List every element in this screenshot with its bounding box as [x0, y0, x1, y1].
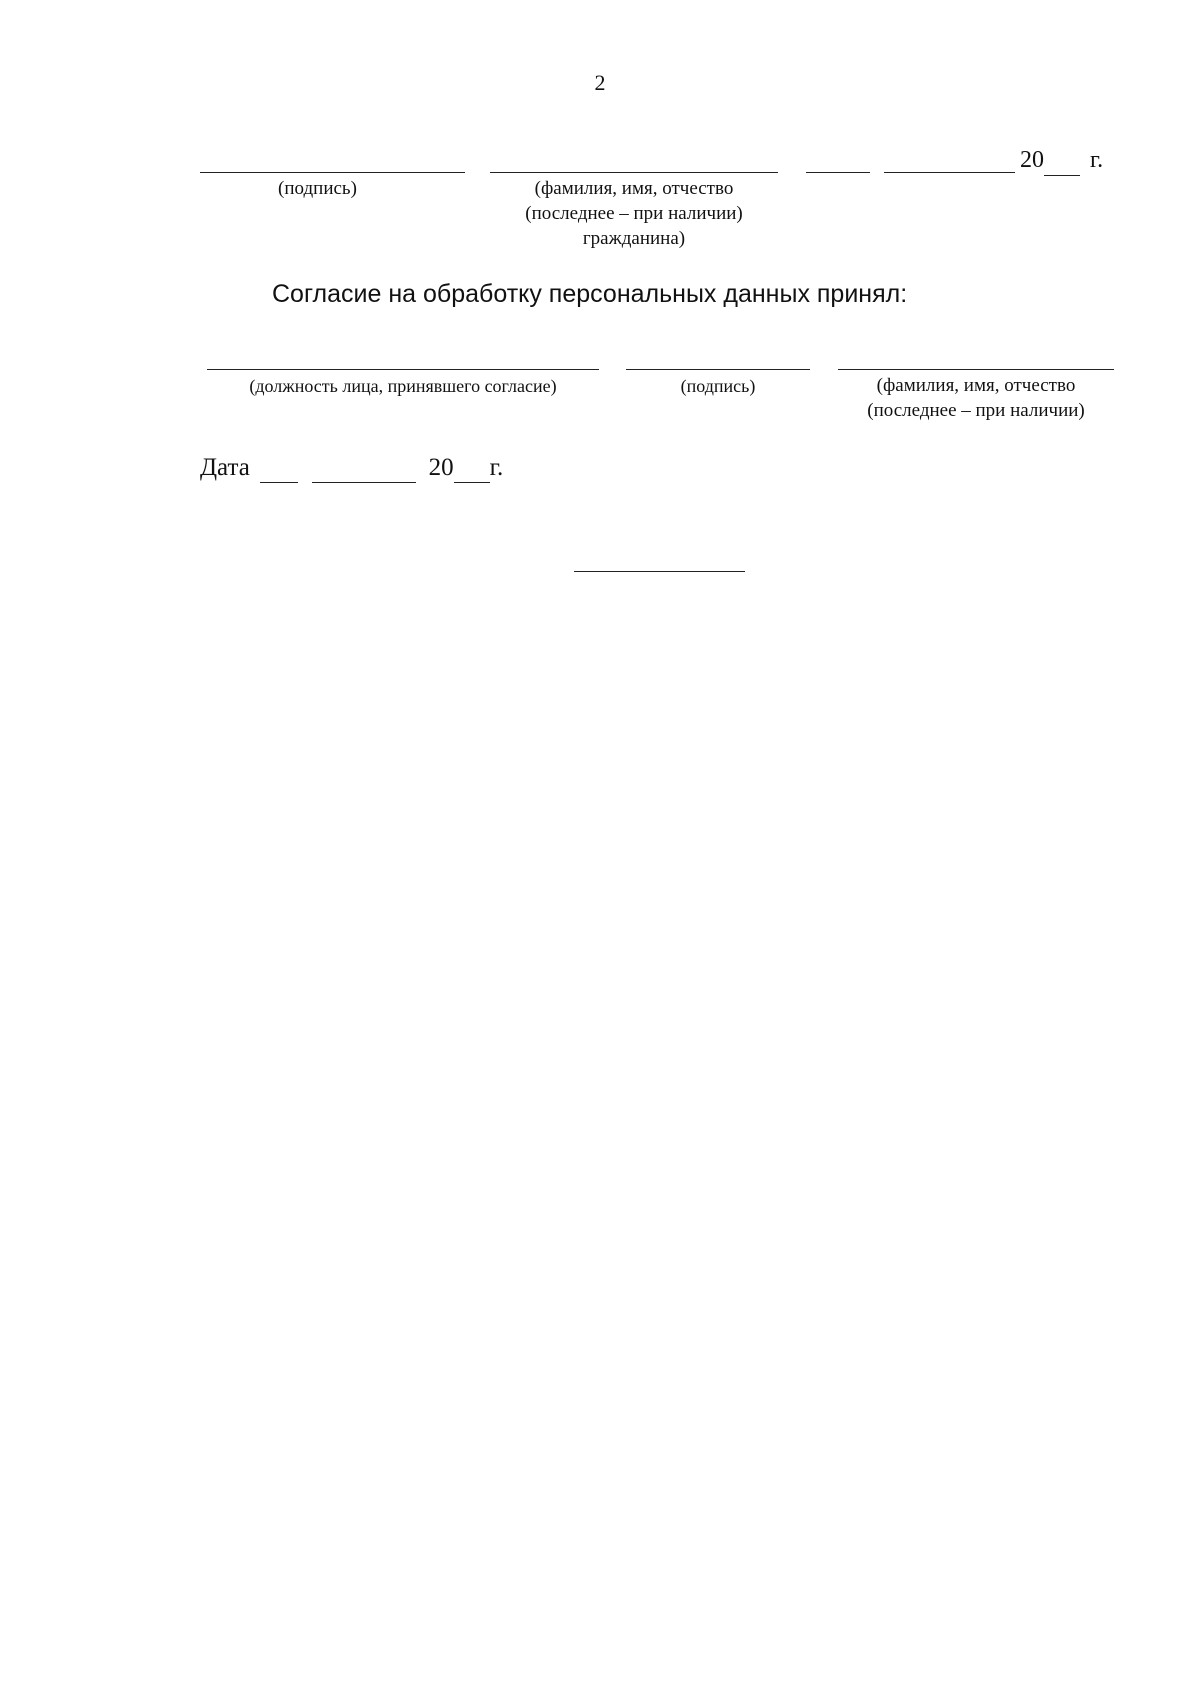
acceptor-signature-line[interactable]	[626, 369, 810, 370]
date-year-blank[interactable]	[454, 454, 490, 483]
acceptor-position-line[interactable]	[207, 369, 599, 370]
consent-heading: Согласие на обработку персональных данных принял:	[272, 280, 908, 308]
citizen-date-day-line[interactable]	[806, 172, 870, 173]
acceptor-name-caption-line-1: (фамилия, имя, отчество	[876, 375, 1076, 396]
citizen-year-blank[interactable]	[1044, 145, 1080, 176]
date-year-prefix: 20	[428, 454, 454, 481]
citizen-name-caption-line-2: (последнее – при наличии)	[525, 203, 743, 224]
citizen-name-caption	[470, 176, 798, 251]
acceptor-name-caption-line-2: (последнее – при наличии)	[867, 400, 1085, 421]
date-month-blank[interactable]	[312, 454, 416, 483]
citizen-name-caption-line-1: (фамилия, имя, отчество	[534, 178, 734, 199]
citizen-date-year	[1020, 145, 1103, 176]
acceptor-position-caption: (должность лица, принявшего согласие)	[249, 376, 557, 396]
citizen-name-caption-line-3: гражданина)	[582, 228, 686, 249]
acceptor-signature-caption: (подпись)	[680, 376, 756, 396]
date-day-blank[interactable]	[260, 454, 298, 483]
acceptor-name-line[interactable]	[838, 369, 1114, 370]
date-label: Дата	[200, 454, 250, 481]
end-separator-line	[574, 571, 745, 572]
date-year-suffix: г.	[489, 454, 504, 481]
citizen-year-suffix: г.	[1090, 147, 1104, 173]
citizen-date-month-line[interactable]	[884, 172, 1015, 173]
citizen-name-line[interactable]	[490, 172, 778, 173]
citizen-signature-caption: (подпись)	[278, 178, 357, 199]
date-row	[200, 454, 503, 483]
acceptor-name-caption	[838, 373, 1114, 423]
page-number: 2	[594, 70, 606, 95]
citizen-year-prefix: 20	[1020, 147, 1044, 173]
citizen-signature-line[interactable]	[200, 172, 465, 173]
